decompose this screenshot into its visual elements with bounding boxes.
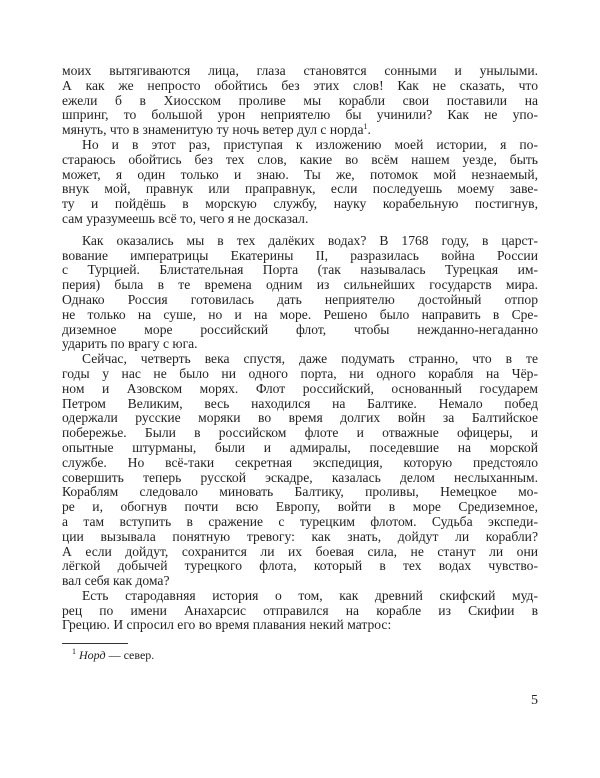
text-line: ту и пойдёшь в морскую службу, науку корабельную постигнув, bbox=[62, 196, 538, 212]
paragraph bbox=[62, 352, 538, 589]
text-line: перия) была в те времена одним из сильнейших государств мира. bbox=[62, 277, 538, 293]
text-line: Однако Россия готовилась дать неприятелю достойный отпор bbox=[62, 291, 538, 307]
footnote-term: Норд bbox=[79, 648, 106, 662]
text-line: Есть стародавняя история о том, как древний скифский муд- bbox=[82, 587, 538, 603]
text-line: побережье. Были в российском флоте и отважные офицеры, и bbox=[62, 425, 538, 441]
text-line: с Турцией. Блистательная Порта (так называлась Турецкая им- bbox=[62, 262, 538, 278]
text-line: Кораблям следовало миновать Балтику, проливы, Немецкое мо- bbox=[62, 484, 538, 500]
text-line: а там вступить в сражение с турецким флотом. Судьба экспеди- bbox=[62, 513, 538, 529]
text-line: ре и, обогнув почти всю Европу, войти в море Средиземное, bbox=[62, 499, 538, 515]
text-line: ежели б в Хиосском проливе мы корабли свои поставили на bbox=[62, 92, 538, 108]
text-line: диземное море российский флот, чтобы нежданно-негаданно bbox=[62, 321, 538, 337]
text-line: внук мой, правнук или праправнук, если последуешь моему заве- bbox=[62, 181, 538, 197]
text-line: Сейчас, четверть века спустя, даже подумать странно, что в те bbox=[82, 351, 538, 367]
text-line: службе. Но всё-таки секретная экспедиция, которую предстояло bbox=[62, 454, 538, 470]
footnote-definition: — север. bbox=[105, 648, 155, 662]
body-text bbox=[62, 64, 538, 633]
text-line: лёгкой добычей турецкого флота, который в тех водах чувство- bbox=[62, 558, 538, 574]
paragraph bbox=[62, 234, 538, 352]
text-line: одержали русские моряки во время долгих войн за Балтийское bbox=[62, 410, 538, 426]
text-line: сам уразумеешь всё то, чего я не досказал. bbox=[62, 210, 309, 226]
footnote-divider bbox=[62, 643, 128, 644]
text-line: А как же непросто обойтись без этих слов! Как не сказать, что bbox=[62, 77, 538, 93]
text-line: моих вытягиваются лица, глаза становятся сонными и унылыми. bbox=[62, 63, 538, 78]
text-line: может, я один только и знаю. Ты же, потомок мой незнаемый, bbox=[62, 166, 538, 182]
text-line: А если дойдут, сохранится ли их боевая сила, не станут ли они bbox=[62, 543, 538, 559]
text-line: годы у нас не было ни одного порта, ни одного корабля на Чёр- bbox=[62, 365, 538, 381]
paragraph bbox=[62, 589, 538, 633]
text-line: совершить теперь русской эскадре, казалась делом неслыханным. bbox=[62, 469, 538, 485]
text-line: вование императрицы Екатерины II, разразилась война России bbox=[62, 247, 538, 263]
paragraph bbox=[62, 138, 538, 227]
text-line: ударить по врагу с юга. bbox=[62, 336, 198, 352]
page-number: 5 bbox=[531, 693, 538, 708]
text-line: не только на суше, но и на море. Решено было направить в Сре- bbox=[62, 306, 538, 322]
footnote-ref: 1 bbox=[363, 122, 368, 132]
text-line: опытные штурманы, были и адмиралы, поседевшие на морской bbox=[62, 439, 538, 455]
text-line: Грецию. И спросил его во время плавания некий матрос: bbox=[62, 617, 392, 633]
text-line: стараюсь обойтись без тех слов, какие во всём нашем уезде, быть bbox=[62, 151, 538, 167]
text-line: ции вызывала понятную тревогу: как знать, дойдут ли корабли? bbox=[62, 528, 538, 544]
text-line: Как оказались мы в тех далёких водах? В 1768 году, в царст- bbox=[82, 232, 538, 248]
footnote bbox=[72, 648, 154, 662]
text-line: вал себя как дома? bbox=[62, 573, 170, 589]
text-line: Но и в этот раз, приступая к изложению моей истории, я по- bbox=[82, 136, 538, 152]
text-line: мянуть, что в знаменитую ту ночь ветер дул с норда$^1$. bbox=[62, 122, 371, 138]
text-line: Петром Великим, весь находился на Балтике. Немало побед bbox=[62, 395, 538, 411]
text-line: ном и Азовском морях. Флот российский, основанный государем bbox=[62, 380, 538, 396]
text-line: шпринг, то большой урон неприятелю бы учинили? Как не упо- bbox=[62, 107, 538, 123]
text-line: рец по имени Анахарсис отправился на корабле из Скифии в bbox=[62, 602, 538, 618]
paragraph bbox=[62, 64, 538, 138]
footnote-marker: 1 bbox=[72, 647, 76, 656]
